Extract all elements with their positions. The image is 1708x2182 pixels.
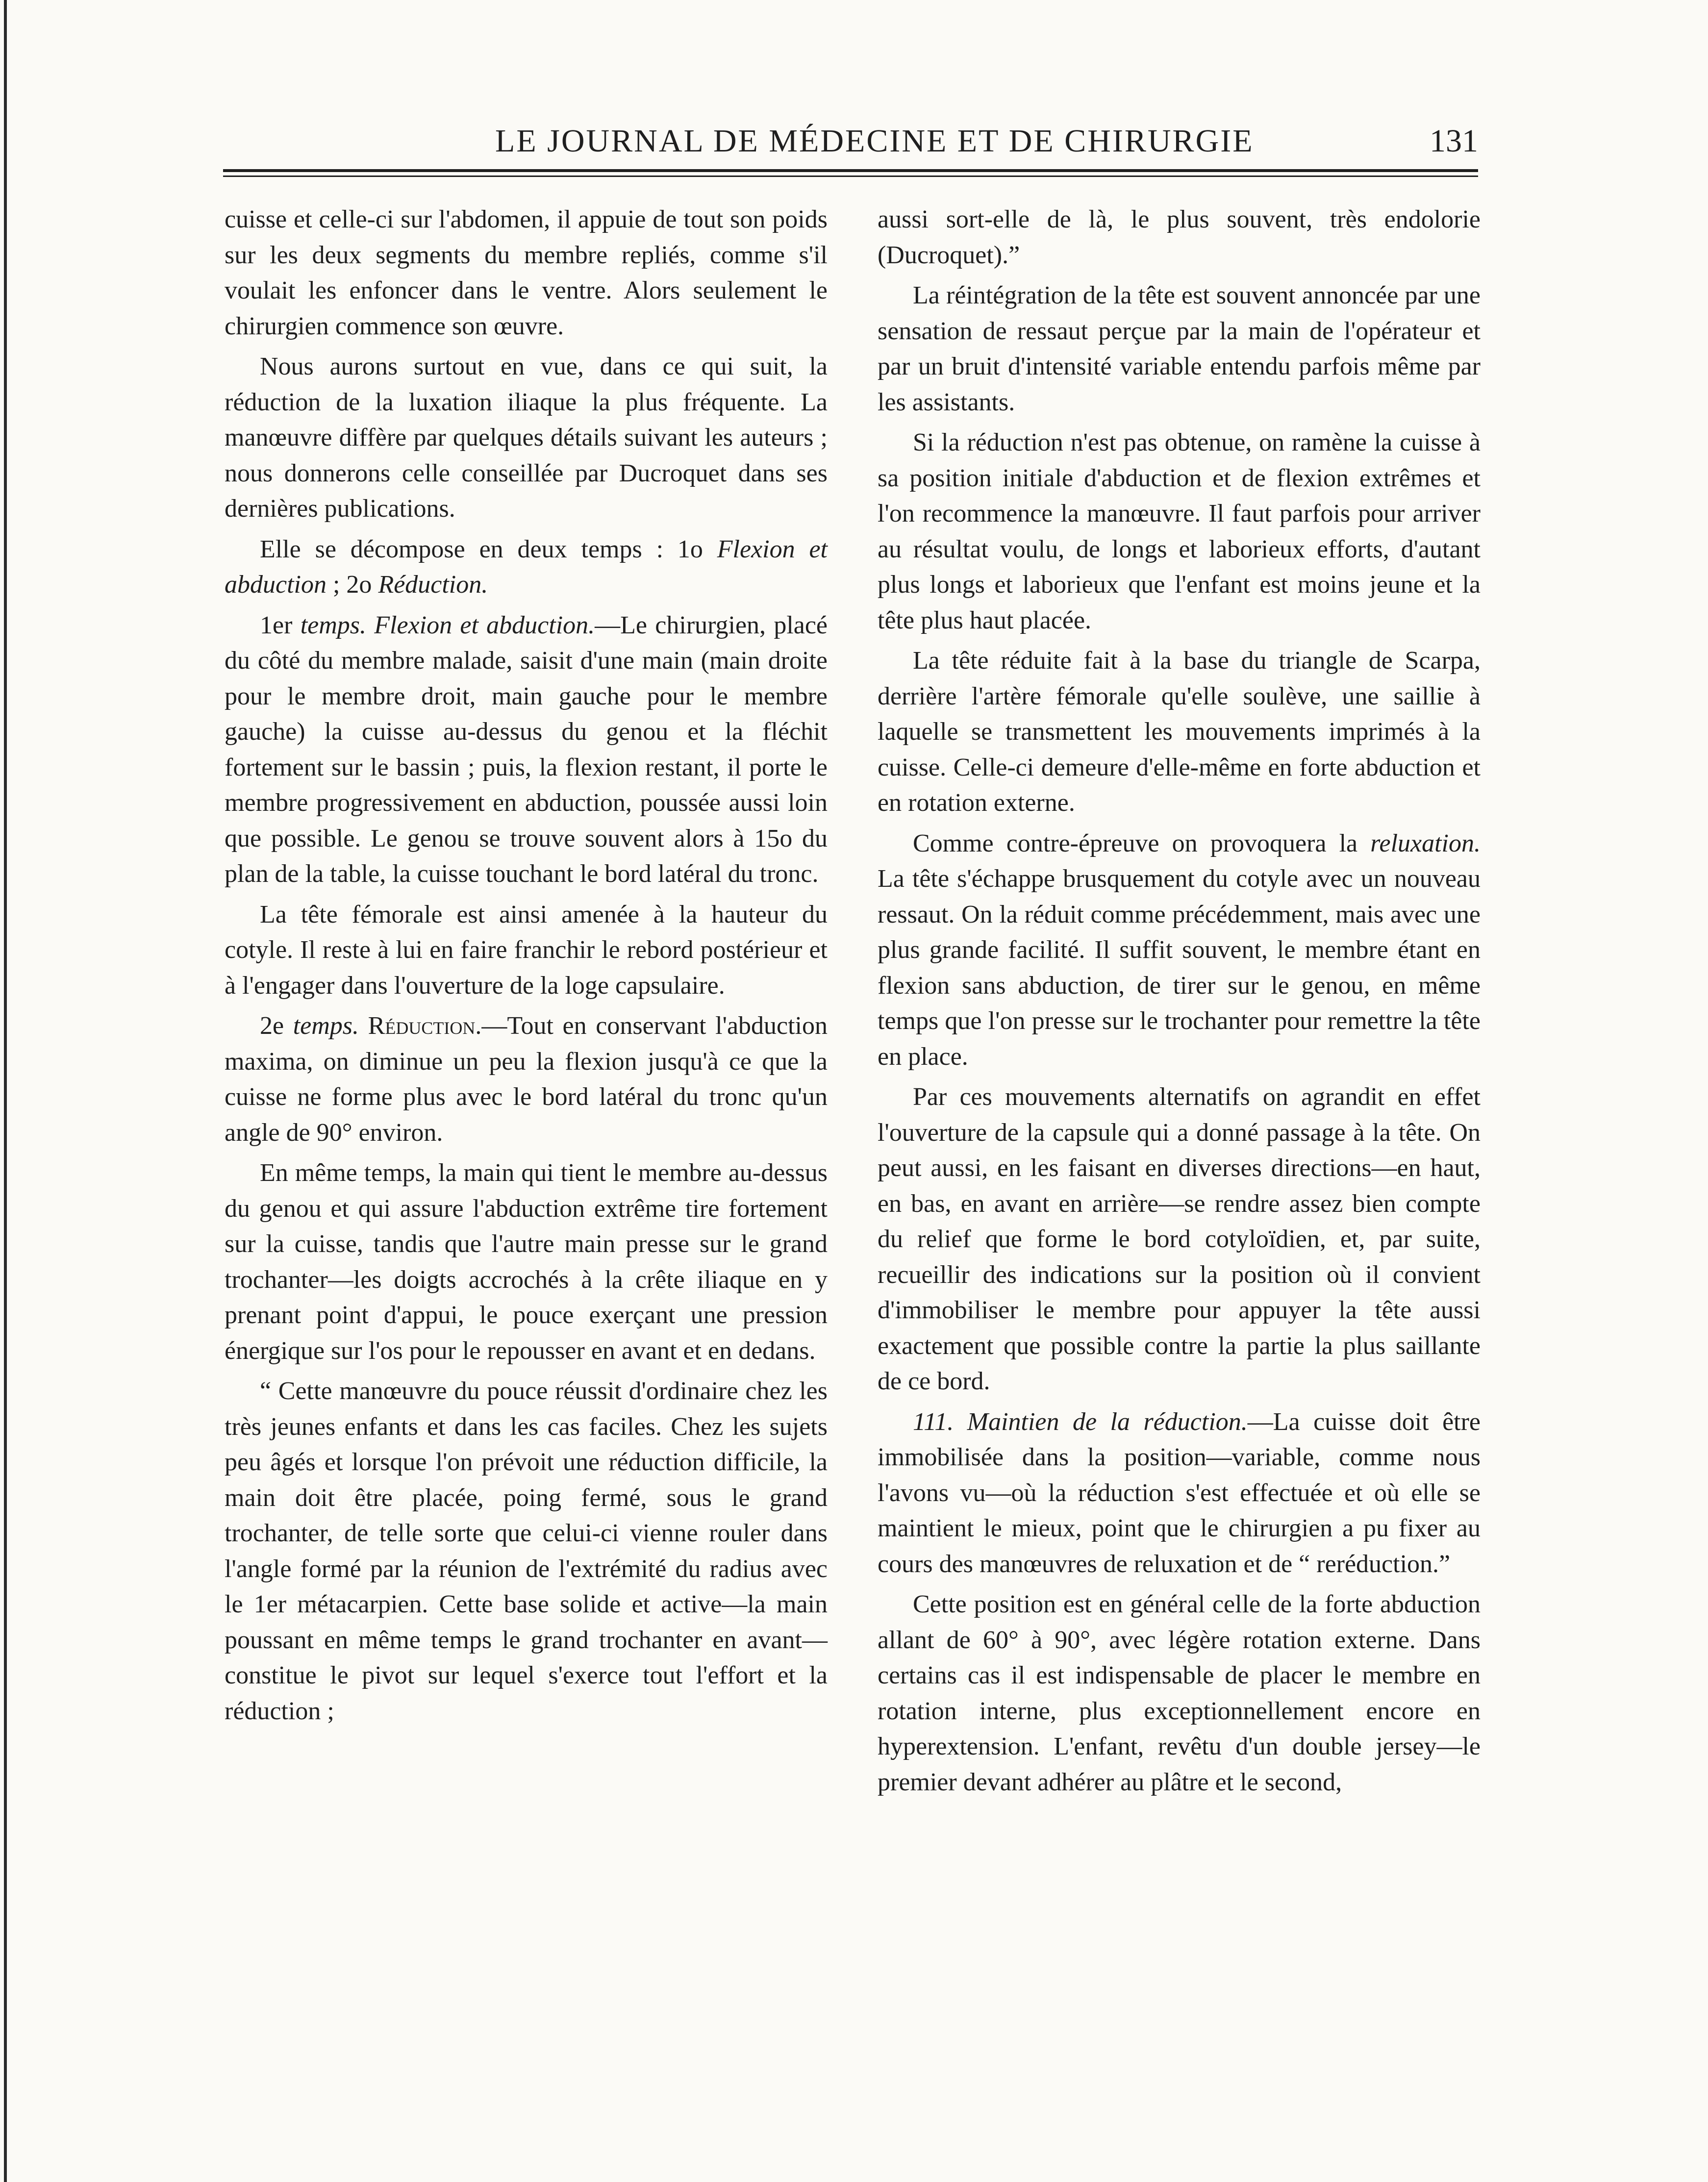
paragraph: La réintégration de la tête est souvent annoncée par une sensation de ressaut perçue par la main de l'opérateur et par un bruit d'intensité variable entendu parfois même par les assistants. (878, 281, 1481, 416)
paragraph: La tête réduite fait à la base du triangle de Scarpa, derrière l'artère fémorale qu'elle soulève, une saillie à laquelle se transmettent les mouvements imprimés à la cuisse. Celle-ci demeure d'elle-même en forte abduction et en rotation externe. (878, 647, 1481, 817)
journal-title: LE JOURNAL DE MÉDECINE ET DE CHIRURGIE (495, 123, 1254, 159)
text-run: 2e (260, 1012, 293, 1040)
italic-run: Réduction. (378, 571, 488, 599)
paragraph (878, 826, 1481, 1075)
italic-run: temps. (293, 1012, 359, 1040)
right-column (878, 202, 1481, 1805)
text-run: La tête s'échappe brusquement du cotyle avec un nouveau ressaut. On la réduit comme précédemment, mais avec une plus grande facilité. Il suffit souvent, le membre étant en flexion sans abduction, de tirer sur le genou, en même temps que l'on presse sur le trochanter pour remettre la tête en place. (878, 865, 1481, 1071)
paragraph (225, 1008, 828, 1151)
left-column (225, 202, 828, 1734)
paragraph: “ Cette manœuvre du pouce réussit d'ordinaire chez les très jeunes enfants et dans les cas faciles. Chez les sujets peu âgés et lorsque l'on prévoit une réduction difficile, la main doit être placée, poing fermé, sous le grand trochanter, de telle sorte que celui-ci vienne rouler dans l'angle formé par la réunion de l'extrémité du radius avec le 1er métacarpien. Cette base solide et active—la main poussant en même temps le grand trochanter en avant—constitue le pivot sur lequel s'exerce tout l'effort et la réduction ; (225, 1377, 828, 1725)
italic-run: reluxation. (1370, 829, 1481, 857)
paragraph (225, 608, 828, 892)
scan-margin-line (4, 0, 7, 2182)
header-rule-thin (223, 176, 1478, 177)
section-paragraph (878, 1405, 1481, 1582)
paragraph: aussi sort-elle de là, le plus souvent, très endolorie (Ducroquet).” (878, 205, 1481, 269)
header-rule (223, 169, 1478, 172)
text-run: 1er (260, 611, 301, 639)
page-number: 131 (1430, 123, 1478, 159)
paragraph: Si la réduction n'est pas obtenue, on ramène la cuisse à sa position initiale d'abduction et de flexion extrêmes et l'on recommence la manœuvre. Il faut parfois pour arriver au résultat voulu, de longs et laborieux efforts, d'autant plus longs et laborieux que l'enfant est moins jeune et la tête plus haut placée. (878, 428, 1481, 634)
paragraph: Par ces mouvements alternatifs on agrandit en effet l'ouverture de la capsule qui a donné passage à la tête. On peut aussi, en les faisant en diverses directions—en haut, en bas, en avant en arrière—se rendre assez bien compte du relief que forme le bord cotyloïdien, et, par suite, recueillir des indications sur la position où il convient d'immobiliser le membre pour appuyer la tête aussi exactement que possible contre la partie la plus saillante de ce bord. (878, 1083, 1481, 1395)
paragraph: cuisse et celle-ci sur l'abdomen, il appuie de tout son poids sur les deux segments du membre repliés, comme s'il voulait les enfoncer dans le ventre. Alors seulement le chirurgien commence son œuvre. (225, 205, 828, 340)
smallcaps-run: Réduction. (359, 1012, 482, 1040)
text-run: —Tout en conservant l'abduction maxima, on diminue un peu la flexion jusqu'à ce que la cuisse ne forme plus avec le bord latéral du tronc qu'un angle de 90° environ. (225, 1012, 828, 1147)
paragraph: La tête fémorale est ainsi amenée à la hauteur du cotyle. Il reste à lui en faire franchir le rebord postérieur et à l'engager dans l'ouverture de la loge capsulaire. (225, 900, 828, 1000)
section-heading: 111. Maintien de la réduction. (913, 1407, 1248, 1436)
text-run: —La cuisse doit être immobilisée dans la position—variable, comme nous l'avons vu—où la réduction s'est effectuée et où elle se maintient le mieux, point que le chirurgien a pu fixer au cours des manœuvres de reluxation et de “ reréduction.” (878, 1407, 1481, 1578)
paragraph: En même temps, la main qui tient le membre au-dessus du genou et qui assure l'abduction extrême tire fortement sur la cuisse, tandis que l'autre main presse sur le grand trochanter—les doigts accrochés à la crête iliaque en y prenant point d'appui, le pouce exerçant une pression énergique sur l'os pour le repousser en avant et en dedans. (225, 1159, 828, 1365)
text-run: ; 2o (326, 571, 378, 599)
paragraph: Nous aurons surtout en vue, dans ce qui suit, la réduction de la luxation iliaque la plus fréquente. La manœuvre diffère par quelques détails suivant les auteurs ; nous donnerons celle conseillée par Ducroquet dans ses dernières publications. (225, 352, 828, 523)
text-run: —Le chirurgien, placé du côté du membre malade, saisit d'une main (main droite pour le membre droit, main gauche pour le membre gauche) la cuisse au-dessus du genou et la fléchit fortement sur le bassin ; puis, la flexion restant, il porte le membre progressivement en abduction, poussée aussi loin que possible. Le genou se trouve souvent alors à 15o du plan de la table, la cuisse touchant le bord latéral du tronc. (225, 611, 828, 888)
italic-run: Flexion et abduction (225, 535, 828, 599)
italic-run: temps. Flexion et abduction. (300, 611, 595, 639)
paragraph: Cette position est en général celle de la forte abduction allant de 60° à 90°, avec légère rotation externe. Dans certains cas il est indispensable de placer le membre en rotation interne, plus exceptionnellement encore en hyperextension. L'enfant, revêtu d'un double jersey—le premier devant adhérer au plâtre et le second, (878, 1590, 1481, 1796)
paragraph (225, 532, 828, 603)
running-header (223, 118, 1478, 176)
text-run: Elle se décompose en deux temps : 1o (260, 535, 717, 563)
text-run: Comme contre-épreuve on provoquera la (913, 829, 1371, 857)
